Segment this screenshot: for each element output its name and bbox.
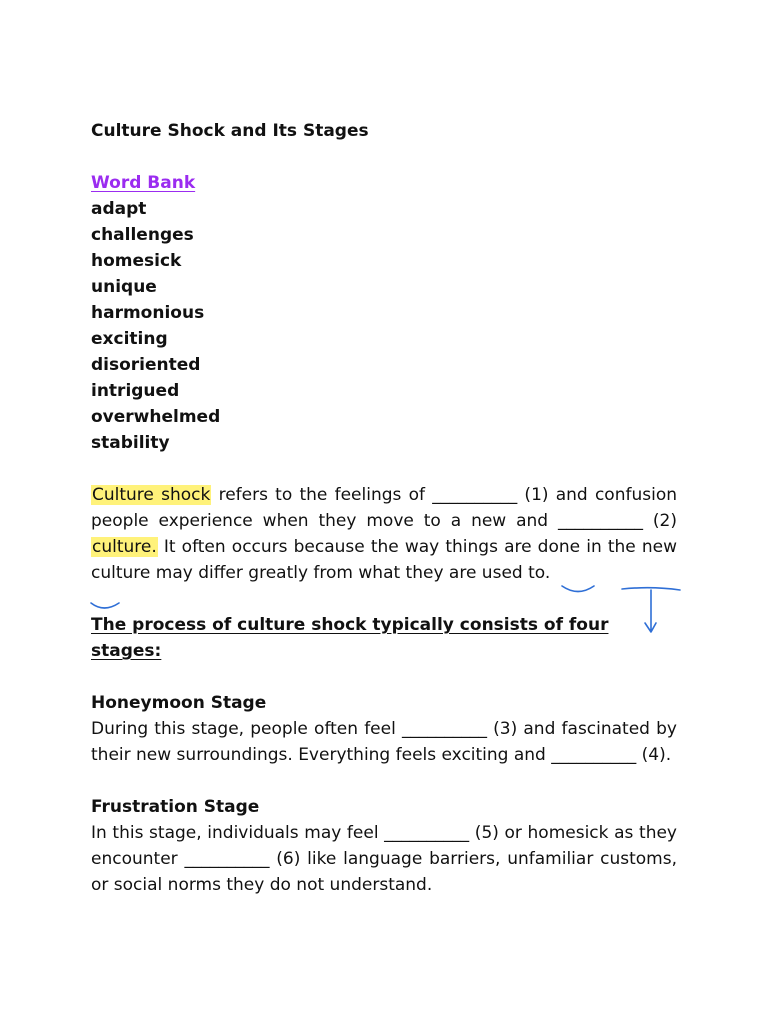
word-bank-item: stability bbox=[91, 433, 170, 453]
highlighted-term: culture. bbox=[92, 537, 157, 557]
stage-title: Honeymoon Stage bbox=[91, 693, 267, 713]
word-bank-item: adapt bbox=[91, 199, 147, 219]
word-bank-item: intrigued bbox=[91, 381, 180, 401]
word-bank-item: exciting bbox=[91, 329, 168, 349]
word-bank-list bbox=[91, 196, 677, 456]
intro-text: It often occurs because the way things are done in the new culture may differ greatly from what they are used to. bbox=[91, 537, 677, 583]
word-bank-item: disoriented bbox=[91, 355, 201, 375]
word-bank-item: challenges bbox=[91, 225, 194, 245]
document-title: Culture Shock and Its Stages bbox=[91, 121, 369, 141]
intro-text: refers to the feelings of __________ (1) and confusion people experience when they move to a new and __________ (2) bbox=[91, 485, 677, 531]
document-body bbox=[91, 118, 677, 898]
process-heading: The process of culture shock typically consists of four stages: bbox=[91, 615, 609, 661]
intro-paragraph bbox=[91, 482, 677, 586]
stage-text: In this stage, individuals may feel __________ (5) or homesick as they encounter __________ (6) like language barriers, unfamiliar customs, or social norms they do not understand. bbox=[91, 823, 677, 895]
word-bank-item: overwhelmed bbox=[91, 407, 221, 427]
word-bank-item: homesick bbox=[91, 251, 182, 271]
word-bank-heading: Word Bank bbox=[91, 173, 196, 193]
word-bank-item: harmonious bbox=[91, 303, 205, 323]
stage-title: Frustration Stage bbox=[91, 797, 260, 817]
stage-text: During this stage, people often feel __________ (3) and fascinated by their new surroundings. Everything feels exciting and __________ (4). bbox=[91, 719, 677, 765]
word-bank-item: unique bbox=[91, 277, 157, 297]
highlighted-term: Culture shock bbox=[92, 485, 211, 505]
